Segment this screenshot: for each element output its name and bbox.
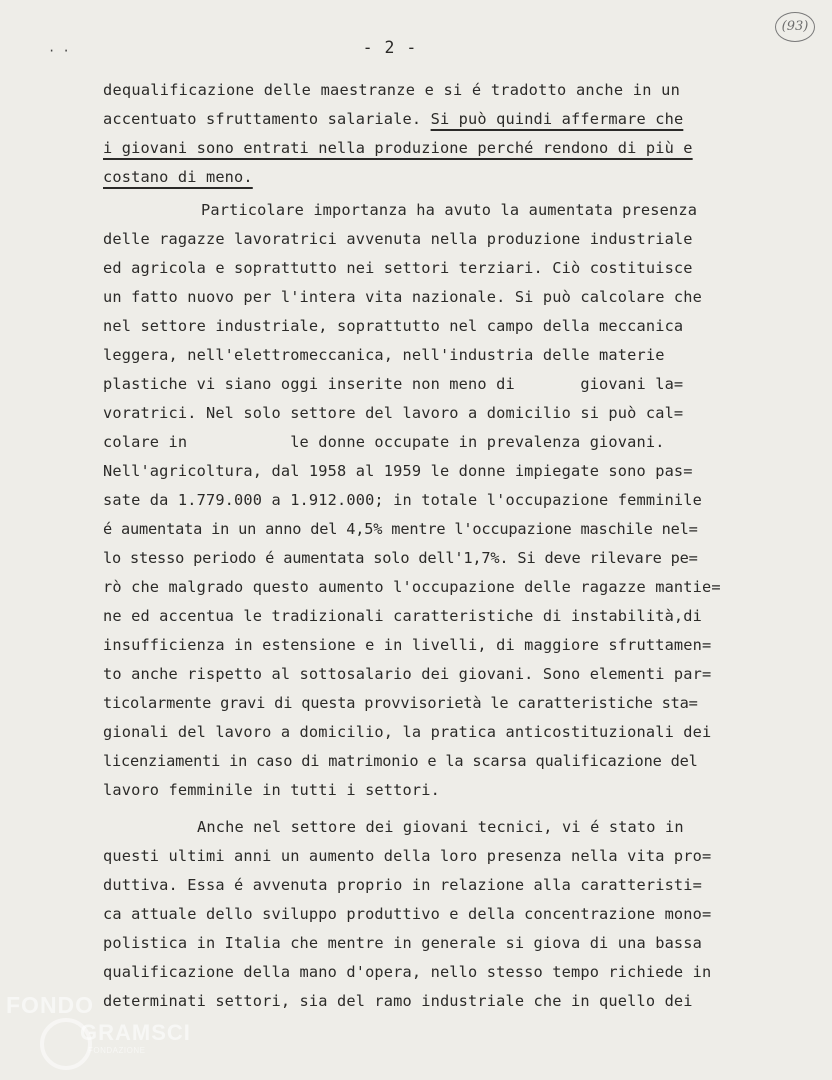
watermark-line-1: FONDO <box>6 992 95 1018</box>
text-line: insufficienza in estensione e in livelli, di maggiore sfruttamen= <box>103 636 712 654</box>
text-line: polistica in Italia che mentre in generale si giova di una bassa <box>103 934 703 952</box>
paragraph-first-line: Particolare importanza ha avuto la aumentata presenza <box>201 201 698 219</box>
text-line: questi ultimi anni un aumento della loro presenza nella vita pro= <box>103 847 712 865</box>
text-line: rò che malgrado questo aumento l'occupazione delle ragazze mantie= <box>103 578 721 596</box>
text-line: dequalificazione delle maestranze e si é tradotto anche in un <box>103 81 681 99</box>
text-line: Nell'agricoltura, dal 1958 al 1959 le donne impiegate sono pas= <box>103 462 693 480</box>
text-line: lo stesso periodo é aumentata solo dell'1,7%. Si deve rilevare pe= <box>103 549 698 567</box>
underlined-text: Si può quindi affermare che <box>430 110 684 128</box>
watermark-circle-logo <box>40 1018 92 1070</box>
paragraph-first-line: Anche nel settore dei giovani tecnici, vi é stato in <box>197 818 684 836</box>
text-line: licenziamenti in caso di matrimonio e la scarsa qualificazione del <box>103 752 698 770</box>
text-line: sate da 1.779.000 a 1.912.000; in totale l'occupazione femminile <box>103 491 703 509</box>
text-line: un fatto nuovo per l'intera vita nazionale. Si può calcolare che <box>103 288 703 306</box>
underlined-text: i giovani sono entrati nella produzione perché rendono di più e <box>103 139 693 157</box>
corner-marks: · · <box>48 44 70 58</box>
text-line: nel settore industriale, soprattutto nel campo della meccanica <box>103 317 684 335</box>
text-line <box>103 105 683 134</box>
text-line: to anche rispetto al sottosalario dei giovani. Sono elementi par= <box>103 665 712 683</box>
text-line: ne ed accentua le tradizionali caratteristiche di instabilità,di <box>103 607 703 625</box>
text-line: ed agricola e soprattutto nei settori terziari. Ciò costituisce <box>103 259 693 277</box>
text-line: ticolarmente gravi di questa provvisorietà le caratteristiche sta= <box>103 694 698 712</box>
watermark-line-3: FONDAZIONE <box>88 1046 146 1055</box>
text-line: lavoro femminile in tutti i settori. <box>103 781 440 799</box>
text-line: colare in le donne occupate in prevalenza giovani. <box>103 433 665 451</box>
page-number: - 2 - <box>362 38 418 57</box>
text-line-segment: accentuato sfruttamento salariale. <box>103 110 431 128</box>
underlined-text: costano di meno. <box>103 168 253 186</box>
text-line: é aumentata in un anno del 4,5% mentre l'occupazione maschile nel= <box>103 520 698 538</box>
text-line: ca attuale dello sviluppo produttivo e della concentrazione mono= <box>103 905 712 923</box>
text-line: determinati settori, sia del ramo industriale che in quello dei <box>103 992 693 1010</box>
text-line: voratrici. Nel solo settore del lavoro a domicilio si può cal= <box>103 404 684 422</box>
text-line: plastiche vi siano oggi inserite non meno di giovani la= <box>103 375 684 393</box>
text-line: gionali del lavoro a domicilio, la pratica anticostituzionali dei <box>103 723 712 741</box>
text-line: duttiva. Essa é avvenuta proprio in relazione alla caratteristi= <box>103 876 703 894</box>
text-line: delle ragazze lavoratrici avvenuta nella produzione industriale <box>103 230 693 248</box>
archive-number-stamp: (93) <box>775 12 815 42</box>
text-line: leggera, nell'elettromeccanica, nell'industria delle materie <box>103 346 665 364</box>
watermark-line-2: GRAMSCI <box>80 1020 191 1045</box>
text-line: qualificazione della mano d'opera, nello stesso tempo richiede in <box>103 963 712 981</box>
